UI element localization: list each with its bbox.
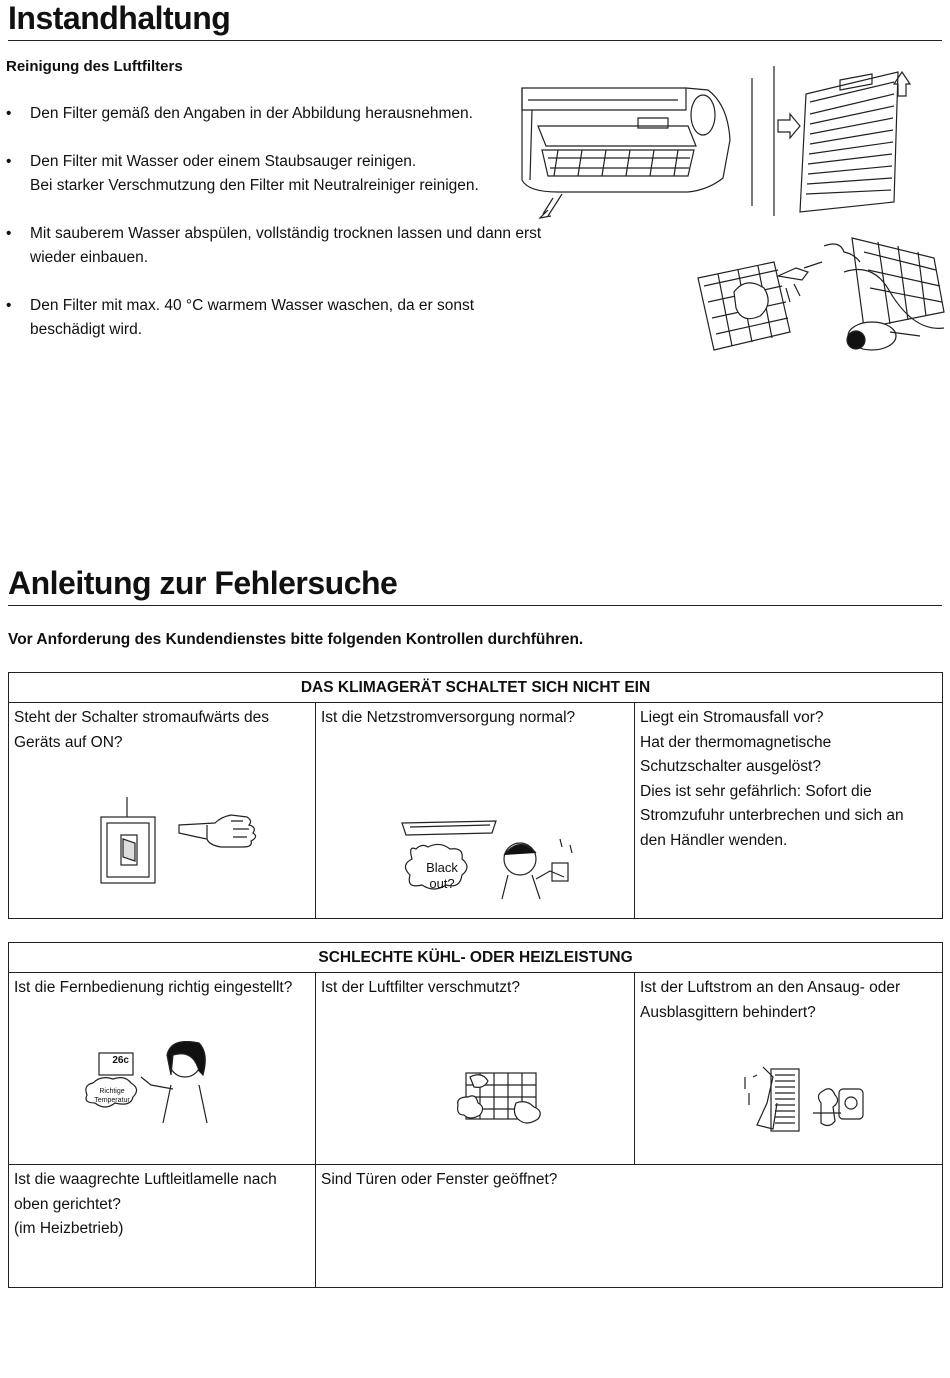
bullet-item xyxy=(6,294,566,342)
table-cell xyxy=(635,973,943,1165)
cell-line: Ausblasgittern behindert? xyxy=(640,1003,816,1021)
remote-display-value: 26c xyxy=(112,1055,129,1066)
section-title-troubleshooting: Anleitung zur Fehlersuche xyxy=(8,565,398,601)
blocked-airflow-icon xyxy=(743,1063,869,1133)
bullet-item xyxy=(6,222,566,270)
table-cell xyxy=(9,973,316,1165)
title-rule xyxy=(8,40,942,41)
cell-line: Steht der Schalter stromaufwärts des xyxy=(14,709,270,726)
wall-switch-pointing-hand-icon xyxy=(97,795,267,891)
cell-line: Dies ist sehr gefährlich: Sofort die xyxy=(640,782,872,800)
bullet-item xyxy=(6,150,566,198)
title-rule xyxy=(8,605,942,606)
maintenance-bullet-list xyxy=(6,102,566,366)
cell-line: den Händler wenden. xyxy=(640,831,788,849)
table-no-power-on xyxy=(8,672,943,919)
table-poor-cooling-heating xyxy=(8,942,943,1288)
remote-bubble-text xyxy=(89,1087,135,1105)
bubble-line: out? xyxy=(429,876,455,891)
filter-frame-illustration xyxy=(748,66,928,216)
cell-line: Sind Türen oder Fenster geöffnet? xyxy=(321,1171,558,1188)
table-header: DAS KLIMAGERÄT SCHALTET SICH NICHT EIN xyxy=(9,673,943,703)
cell-line: Ist der Luftfilter verschmutzt? xyxy=(321,979,520,996)
bubble-line: Temperatur xyxy=(94,1097,130,1104)
troubleshooting-intro: Vor Anforderung des Kundendienstes bitte folgenden Kontrollen durchführen. xyxy=(8,631,584,648)
table-cell xyxy=(635,703,943,919)
bubble-line: Richtige xyxy=(99,1088,125,1095)
bullet-line: Bei starker Verschmutzung den Filter mit Neutralreiniger reinigen. xyxy=(30,177,479,194)
section-title-maintenance: Instandhaltung xyxy=(8,0,231,36)
subtitle-filter-cleaning: Reinigung des Luftfilters xyxy=(6,58,183,75)
cell-line: Ist der Luftstrom an den Ansaug- oder xyxy=(640,979,901,996)
table-header: SCHLECHTE KÜHL- ODER HEIZLEISTUNG xyxy=(9,943,943,973)
bullet-line: wieder einbauen. xyxy=(30,249,149,266)
dirty-filter-icon xyxy=(456,1069,546,1127)
indoor-unit-filter-removal-illustration xyxy=(518,80,738,220)
bullet-dot: • xyxy=(6,105,12,122)
table-cell xyxy=(316,1165,943,1288)
bullet-dot: • xyxy=(6,225,12,242)
bullet-line: beschädigt wird. xyxy=(30,321,143,338)
cell-line: Hat der thermomagnetische xyxy=(640,733,832,751)
table-cell xyxy=(9,703,316,919)
blackout-bubble-text xyxy=(422,860,462,892)
cell-line: Ist die Netzstromversorgung normal? xyxy=(321,709,576,726)
cell-line: Ist die Fernbedienung richtig eingestellt? xyxy=(14,979,293,996)
table-cell xyxy=(316,703,635,919)
cell-line: Ist die waagrechte Luftleitlamelle nach xyxy=(14,1171,277,1188)
bullet-line: Den Filter mit Wasser oder einem Staubsauger reinigen. xyxy=(30,153,417,170)
cell-line: Stromzufuhr unterbrechen und sich an xyxy=(640,807,904,824)
filter-washing-vacuum-illustration xyxy=(694,232,950,356)
bullet-item xyxy=(6,102,566,126)
bullet-line: Den Filter gemäß den Angaben in der Abbildung herausnehmen. xyxy=(30,105,473,122)
cell-line: Geräts auf ON? xyxy=(14,733,123,751)
bullet-line: Mit sauberem Wasser abspülen, vollständig trocknen lassen und dann erst xyxy=(30,225,542,242)
remote-control-woman-icon xyxy=(81,1041,211,1125)
cell-line: Schutzschalter ausgelöst? xyxy=(640,758,821,775)
table-cell xyxy=(316,973,635,1165)
cell-line: Liegt ein Stromausfall vor? xyxy=(640,709,824,726)
cell-line: oben gerichtet? xyxy=(14,1195,121,1213)
table-cell xyxy=(9,1165,316,1288)
bullet-line: Den Filter mit max. 40 °C warmem Wasser waschen, da er sonst xyxy=(30,297,475,314)
bullet-dot: • xyxy=(6,153,12,170)
bullet-dot: • xyxy=(6,297,12,314)
bubble-line: Black xyxy=(426,860,458,875)
cell-line: (im Heizbetrieb) xyxy=(14,1220,124,1237)
